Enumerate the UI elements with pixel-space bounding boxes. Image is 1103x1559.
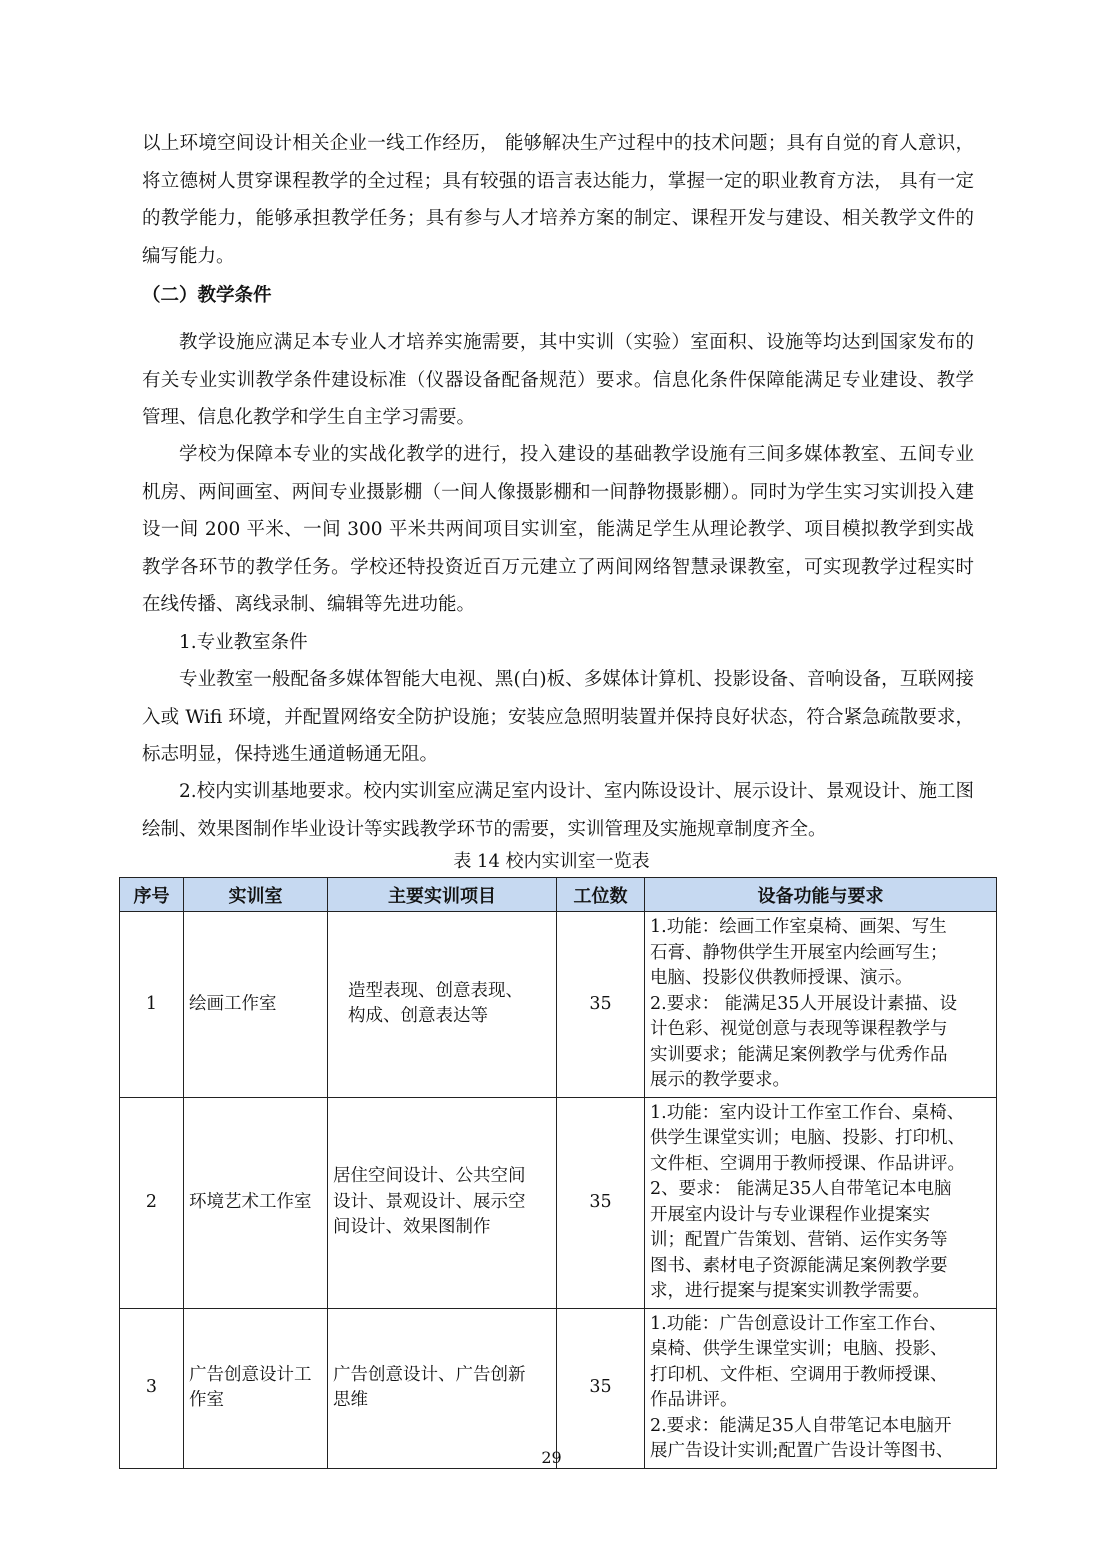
- requirement-line: 求，进行提案与提案实训教学需要。: [650, 1281, 930, 1301]
- requirement-line: 开展室内设计与专业课程作业提案实: [650, 1204, 930, 1225]
- header-projects: 主要实训项目: [328, 878, 557, 912]
- table-header-row: [120, 878, 997, 912]
- equipment-requirements: [645, 1308, 997, 1468]
- room-name: 广告创意设计工作室: [184, 1308, 328, 1468]
- requirement-line: 实训要求；能满足案例教学与优秀作品: [650, 1044, 948, 1065]
- requirement-line: 1.功能：广告创意设计工作室工作台、: [650, 1313, 947, 1334]
- requirement-line: 展广告设计实训;配置广告设计等图书、: [650, 1441, 954, 1461]
- header-no: 序号: [120, 878, 184, 912]
- paragraph-facilities-requirements: 教学设施应满足本专业人才培养实施需要，其中实训（实验）室面积、设施等均达到国家发布的有关专业实训教学条件建设标准（仪器设备配备规范）要求。信息化条件保障能满足专业建设、教学管理、信息化教学和学生自主学习需要。: [142, 332, 974, 428]
- training-projects: 居住空间设计、公共空间设计、景观设计、展示空间设计、效果图制作: [328, 1097, 557, 1308]
- table-row: [120, 912, 997, 1098]
- table-row: [120, 1097, 997, 1308]
- paragraph-school-facilities: 学校为保障本专业的实战化教学的进行，投入建设的基础教学设施有三间多媒体教室、五间专业机房、两间画室、两间专业摄影棚（一间人像摄影棚和一间静物摄影棚）。同时为学生实习实训投入建设一间 200 平米、一间 300 平米共两间项目实训室，能满足学生从理论教学、项目模拟教学到实战教学各环节的教学任务。学校还特投资近百万元建立了两间网络智慧录课教室，可实现教学过程实时在线传播、离线录制、编辑等先进功能。: [142, 444, 974, 615]
- row-number: 2: [120, 1097, 184, 1308]
- table-caption: 表 14 校内实训室一览表: [453, 851, 650, 872]
- requirement-line: 供学生课堂实训；电脑、投影、打印机、: [650, 1128, 965, 1148]
- requirement-line: 石膏、静物供学生开展室内绘画写生；: [650, 942, 948, 963]
- requirement-line: 2.要求：能满足35人自带笔记本电脑开: [650, 1415, 952, 1436]
- header-room: 实训室: [184, 878, 328, 912]
- seat-count: 35: [557, 1097, 645, 1308]
- requirement-line: 文件柜、空调用于教师授课、作品讲评。: [650, 1153, 965, 1174]
- table-row: [120, 1308, 997, 1468]
- training-projects: 造型表现、创意表现、构成、创意表达等: [328, 912, 557, 1098]
- row-number: 1: [120, 912, 184, 1098]
- requirement-line: 展示的教学要求。: [650, 1070, 790, 1090]
- requirement-line: 作品讲评。: [650, 1390, 738, 1410]
- paragraph-teacher-qualifications: 以上环境空间设计相关企业一线工作经历， 能够解决生产过程中的技术问题；具有自觉的育人意识，将立德树人贯穿课程教学的全过程；具有较强的语言表达能力，掌握一定的职业教育方法， 具有一定的教学能力，能够承担教学任务；具有参与人才培养方案的制定、课程开发与建设、相关教学文件的编写能力。: [142, 133, 974, 267]
- training-rooms-table: [119, 877, 997, 1469]
- requirement-line: 计色彩、视觉创意与表现等课程教学与: [650, 1019, 948, 1039]
- requirement-line: 1.功能：绘画工作室桌椅、画架、写生: [650, 917, 947, 937]
- requirement-line: 2.要求： 能满足35人开展设计素描、设: [650, 993, 958, 1014]
- row-number: 3: [120, 1308, 184, 1468]
- paragraph-training-base-requirements: 2.校内实训基地要求。校内实训室应满足室内设计、室内陈设设计、展示设计、景观设计、施工图绘制、效果图制作毕业设计等实践教学环节的需要，实训管理及实施规章制度齐全。: [142, 781, 974, 840]
- equipment-requirements: [645, 912, 997, 1098]
- equipment-requirements: [645, 1097, 997, 1308]
- seat-count: 35: [557, 912, 645, 1098]
- room-name: 环境艺术工作室: [184, 1097, 328, 1308]
- paragraph-classroom-equipment: 专业教室一般配备多媒体智能大电视、黑(白)板、多媒体计算机、投影设备、音响设备，互联网接入或 Wifi 环境，并配置网络安全防护设施；安装应急照明装置并保持良好状态，符合紧急疏散要求，标志明显，保持逃生通道畅通无阻。: [142, 669, 974, 765]
- requirement-line: 图书、素材电子资源能满足案例教学要: [650, 1255, 948, 1276]
- requirement-line: 电脑、投影仪供教师授课、演示。: [650, 968, 913, 988]
- room-name: 绘画工作室: [184, 912, 328, 1098]
- requirement-line: 打印机、文件柜、空调用于教师授课、: [650, 1364, 948, 1385]
- seat-count: 35: [557, 1308, 645, 1468]
- section-heading-teaching-conditions: （二）教学条件: [142, 285, 272, 306]
- requirement-line: 桌椅、供学生课堂实训；电脑、投影、: [650, 1339, 948, 1359]
- training-projects: 广告创意设计、广告创新思维: [328, 1308, 557, 1468]
- requirement-line: 1.功能：室内设计工作室工作台、桌椅、: [650, 1102, 965, 1123]
- requirement-line: 2、要求： 能满足35人自带笔记本电脑: [650, 1179, 952, 1199]
- header-requirements: 设备功能与要求: [645, 878, 997, 912]
- header-seats: 工位数: [557, 878, 645, 912]
- page-number: 29: [541, 1448, 562, 1467]
- subheading-classroom-conditions: 1.专业教室条件: [179, 632, 308, 653]
- requirement-line: 训；配置广告策划、营销、运作实务等: [650, 1230, 948, 1250]
